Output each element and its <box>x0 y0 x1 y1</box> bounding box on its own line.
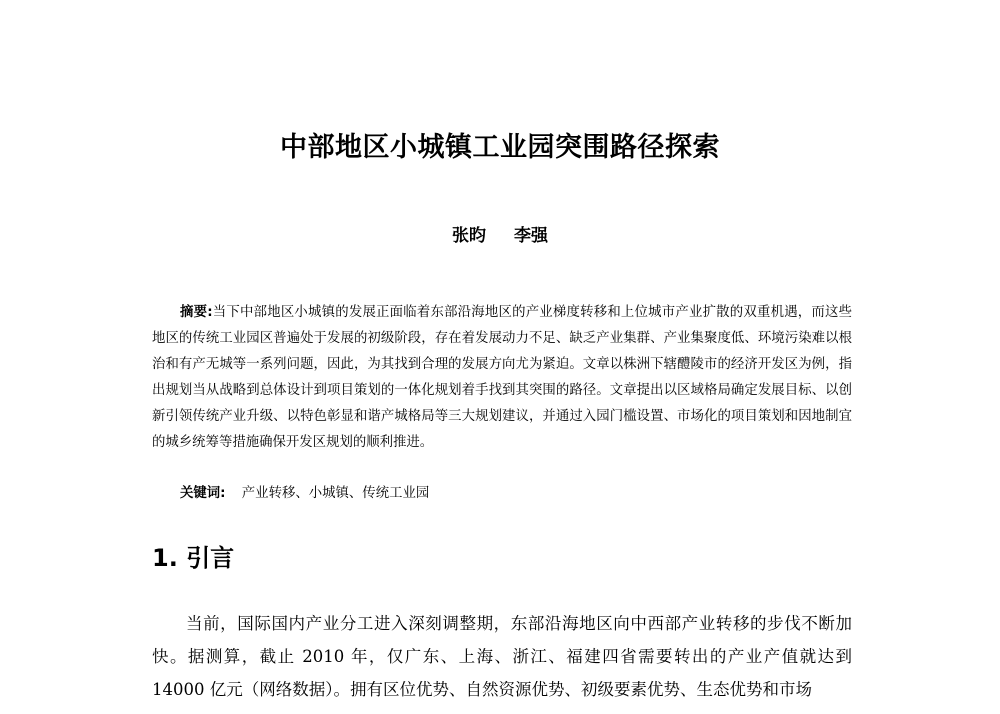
author-line <box>0 224 1000 248</box>
body-paragraph: 当前，国际国内产业分工进入深刻调整期，东部沿海地区向中西部产业转移的步伐不断加快。据测算，截止 2010 年，仅广东、上海、浙江、福建四省需要转出的产业产值就达到 14000 亿元（网络数据）。拥有区位优势、自然资源优势、初级要素优势、生态优势和市场 <box>152 614 852 699</box>
abstract-label: 摘要: <box>180 305 213 320</box>
section-heading <box>152 541 234 575</box>
keywords-line <box>180 482 429 506</box>
author-name: 李强 <box>513 226 548 246</box>
abstract-text: 当下中部地区小城镇的发展正面临着东部沿海地区的产业梯度转移和上位城市产业扩散的双重机遇，而这些地区的传统工业园区普遍处于发展的初级阶段，存在着发展动力不足、缺乏产业集群、产业集聚度低、环境污染难以根治和有产无城等一系列问题，因此，为其找到合理的发展方向尤为紧迫。文章以株洲下辖醴陵市的经济开发区为例，指出规划当从战略到总体设计到项目策划的一体化规划着手找到其突围的路径。文章提出以区域格局确定发展目标、以创新引领传统产业升级、以特色彰显和谐产城格局等三大规划建议，并通过入园门槛设置、市场化的项目策划和因地制宜的城乡统筹等措施确保开发区规划的顺利推进。 <box>152 305 853 450</box>
keywords-text: 产业转移、小城镇、传统工业园 <box>241 486 430 501</box>
paper-title: 中部地区小城镇工业园突围路径探索 <box>280 132 720 163</box>
author-name: 张昀 <box>452 226 487 246</box>
keywords-label: 关键词: <box>180 486 226 501</box>
section-title: 引言 <box>186 544 235 572</box>
section-number: 1. <box>152 544 178 572</box>
abstract-paragraph <box>152 300 852 456</box>
